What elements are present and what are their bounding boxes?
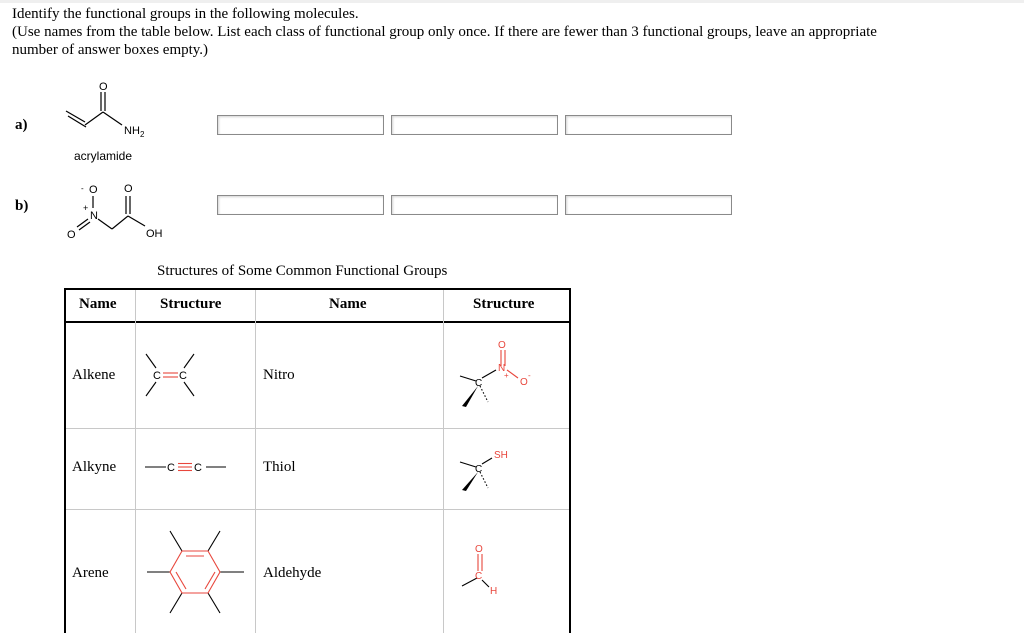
alkyne-carbon-1: C [167, 462, 175, 474]
nitro-carbon: C [475, 378, 483, 389]
table-header-row [66, 290, 569, 323]
thiol-structure [444, 440, 569, 495]
answer-a-1[interactable] [217, 115, 384, 135]
answer-a-3[interactable] [565, 115, 732, 135]
nitro-oxygen-right: O [520, 377, 528, 388]
aldehyde-hydrogen: H [490, 586, 498, 597]
alkyne-carbon-2: C [194, 462, 202, 474]
atom-o-top: O [89, 184, 98, 196]
alkyne-structure [136, 455, 255, 479]
atom-oh: OH [146, 228, 163, 240]
table-row-name: Alkene [72, 367, 116, 383]
table-title: Structures of Some Common Functional Groups [157, 263, 448, 279]
arene-structure [136, 518, 255, 618]
instruction-line-3: number of answer boxes empty.) [12, 42, 209, 58]
row-divider [66, 428, 569, 429]
nitro-plus: + [504, 371, 509, 380]
table-row-name: Nitro [263, 367, 295, 383]
question-a-label: a) [15, 117, 28, 133]
atom-nh: NH [124, 125, 140, 137]
table-row-name: Alkyne [72, 459, 117, 475]
alkene-carbon-2: C [179, 370, 187, 382]
thiol-carbon: C [475, 464, 483, 475]
header-name-1: Name [79, 296, 117, 312]
atom-o-right: O [124, 183, 133, 195]
alkene-carbon-1: C [153, 370, 161, 382]
question-b-label: b) [15, 198, 29, 214]
column-divider [255, 290, 256, 633]
thiol-sh: SH [494, 450, 508, 461]
instruction-line-2: (Use names from the table below. List each class of functional group only once. If there are fewer than 3 functional groups, leave an appropriate [12, 24, 877, 40]
table-row-name: Aldehyde [263, 565, 322, 581]
nitro-structure [444, 338, 569, 418]
acrylamide-structure [60, 78, 160, 140]
atom-minus: - [81, 184, 84, 193]
header-structure-2: Structure [473, 296, 535, 312]
nitro-acid-structure [60, 174, 190, 244]
aldehyde-oxygen: O [475, 544, 483, 555]
top-divider [0, 0, 1024, 3]
header-structure-1: Structure [160, 296, 222, 312]
header-name-2: Name [329, 296, 367, 312]
question-instructions [12, 5, 1012, 59]
alkene-structure [136, 342, 255, 414]
atom-o-left: O [67, 229, 76, 241]
nitro-oxygen-top: O [498, 340, 506, 351]
nitro-minus: - [528, 371, 531, 380]
atom-n: N [90, 210, 98, 222]
answer-b-1[interactable] [217, 195, 384, 215]
answer-b-3[interactable] [565, 195, 732, 215]
table-row-name: Thiol [263, 459, 296, 475]
table-row-name: Arene [72, 565, 109, 581]
atom-nh-subscript: 2 [140, 130, 145, 139]
aldehyde-carbon: C [475, 571, 483, 582]
atom-plus: + [83, 203, 89, 213]
atom-o: O [99, 81, 108, 93]
functional-groups-table [64, 288, 571, 633]
row-divider [66, 509, 569, 510]
nitro-nitrogen: N [498, 363, 506, 374]
instruction-line-1: Identify the functional groups in the following molecules. [12, 6, 359, 22]
molecule-caption: acrylamide [74, 149, 133, 163]
answer-b-2[interactable] [391, 195, 558, 215]
answer-a-2[interactable] [391, 115, 558, 135]
aldehyde-structure [444, 538, 569, 598]
